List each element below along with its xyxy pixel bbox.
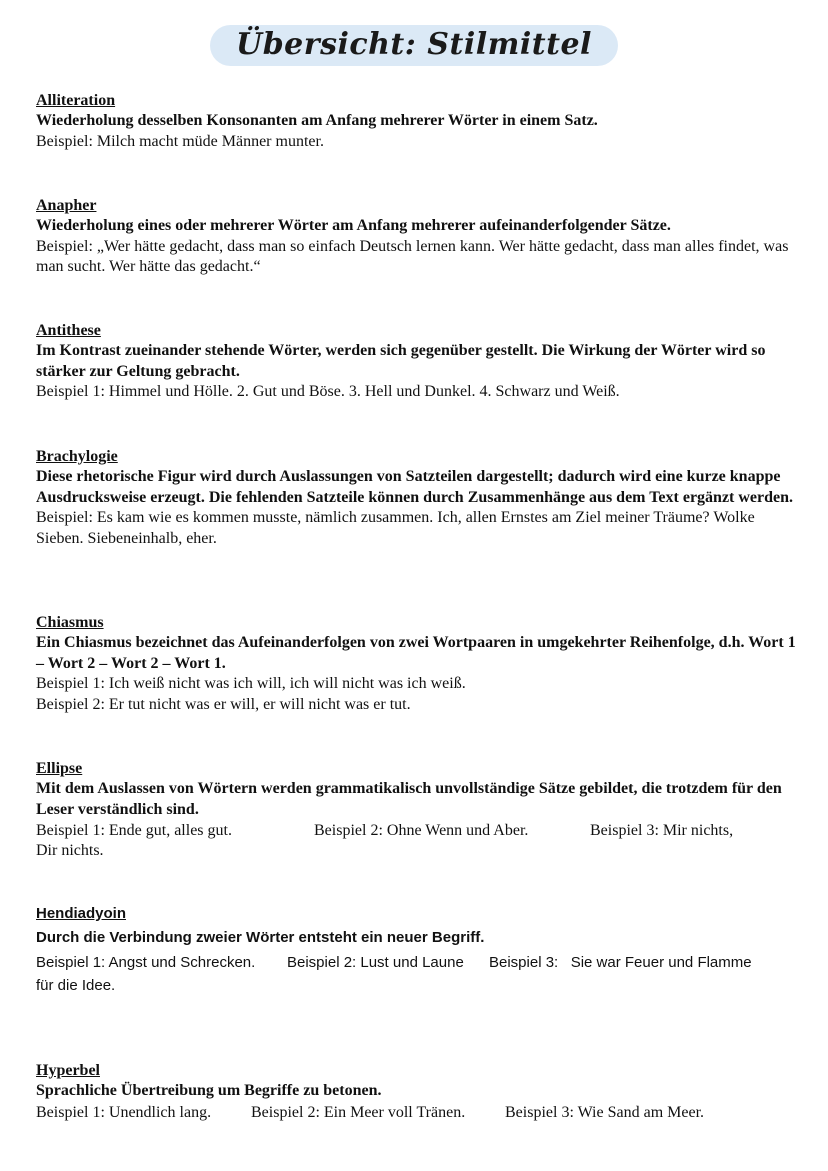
section-definition: Wiederholung eines oder mehrerer Wörter am Anfang mehrerer aufeinanderfolgender Sätze.: [36, 217, 671, 234]
section-heading: Anapher: [36, 197, 97, 214]
section-definition: Im Kontrast zueinander stehende Wörter, werden sich gegenüber gestellt. Die Wirkung der Wörter wird so stärker zur Geltung gebracht.: [36, 342, 766, 380]
section-example-1: Beispiel 1: Ende gut, alles gut.: [36, 822, 232, 839]
section-example: Beispiel: Milch macht müde Männer munter.: [36, 132, 324, 150]
section-example-2: Beispiel 2: Ein Meer voll Tränen.: [251, 1103, 466, 1121]
section-heading: Alliteration: [36, 92, 116, 109]
page-title: Übersicht: Stilmittel: [236, 26, 592, 62]
section-example: Beispiel 1: Himmel und Hölle. 2. Gut und Böse. 3. Hell und Dunkel. 4. Schwarz und Weiß.: [36, 383, 620, 400]
section-heading: Hendiadyoin: [36, 905, 127, 922]
section-example-1: Beispiel 1: Angst und Schrecken.: [36, 954, 256, 971]
title-highlight: [210, 25, 618, 66]
section-definition: Wiederholung desselben Konsonanten am Anfang mehrerer Wörter in einem Satz.: [36, 112, 598, 129]
section-definition: Sprachliche Übertreibung um Begriffe zu betonen.: [36, 1082, 382, 1099]
section-heading: Antithese: [36, 322, 101, 339]
section-ellipse: [36, 759, 796, 862]
section-definition: Diese rhetorische Figur wird durch Auslassungen von Satzteilen dargestellt; dadurch wird eine kurze knappe Ausdrucksweise erzeugt. Die fehlenden Satzteile können durch Zusammenhänge aus dem Text ergänzt werden.: [36, 468, 794, 506]
section-antithese: [36, 321, 796, 403]
section-example-1: Beispiel 1: Unendlich lang.: [36, 1103, 212, 1121]
section-chiasmus: [36, 613, 796, 715]
section-heading: Hyperbel: [36, 1062, 100, 1079]
section-definition: Mit dem Auslassen von Wörtern werden grammatikalisch unvollständige Sätze gebildet, die trotzdem für den Leser verständlich sind.: [36, 780, 782, 818]
section-example-3: Beispiel 3: Sie war Feuer und Flamme: [489, 954, 752, 971]
page-header: [0, 22, 828, 68]
section-example-2: Beispiel 2: Ohne Wenn und Aber.: [314, 822, 529, 839]
section-example-3-continued: Dir nichts.: [36, 842, 104, 859]
section-example-3-continued: für die Idee.: [36, 977, 116, 994]
section-example: Beispiel: „Wer hätte gedacht, dass man so einfach Deutsch lernen kann. Wer hätte gedacht, dass man alles findet, was man sucht. Wer hätte das gedacht.“: [36, 237, 789, 275]
section-alliteration: [36, 91, 796, 152]
section-examples-row: [36, 1102, 796, 1123]
section-anapher: [36, 196, 796, 278]
section-example-2: Beispiel 2: Lust und Laune: [287, 954, 464, 971]
section-heading: Ellipse: [36, 760, 83, 777]
section-examples-row: [36, 951, 796, 974]
section-definition: Ein Chiasmus bezeichnet das Aufeinanderfolgen von zwei Wortpaaren in umgekehrter Reihenfolge, d.h. Wort 1 – Wort 2 – Wort 2 – Wort 1.: [36, 634, 796, 672]
section-heading: Chiasmus: [36, 614, 104, 631]
section-example-1: Beispiel 1: Ich weiß nicht was ich will, ich will nicht was ich weiß.: [36, 675, 466, 692]
section-hyperbel: [36, 1061, 796, 1123]
section-example-3: Beispiel 3: Wie Sand am Meer.: [505, 1103, 705, 1121]
section-heading: Brachylogie: [36, 448, 118, 465]
section-example-2: Beispiel 2: Er tut nicht was er will, er will nicht was er tut.: [36, 695, 411, 713]
section-example: Beispiel: Es kam wie es kommen musste, nämlich zusammen. Ich, allen Ernstes am Ziel meiner Träume? Wolke Sieben. Siebeneinhalb, eher.: [36, 509, 755, 547]
section-hendiadyoin: [36, 904, 796, 997]
section-example-3: Beispiel 3: Mir nichts,: [590, 822, 734, 839]
section-examples-row: [36, 820, 796, 841]
section-brachylogie: [36, 447, 796, 549]
section-definition: Durch die Verbindung zweier Wörter entsteht ein neuer Begriff.: [36, 929, 485, 946]
